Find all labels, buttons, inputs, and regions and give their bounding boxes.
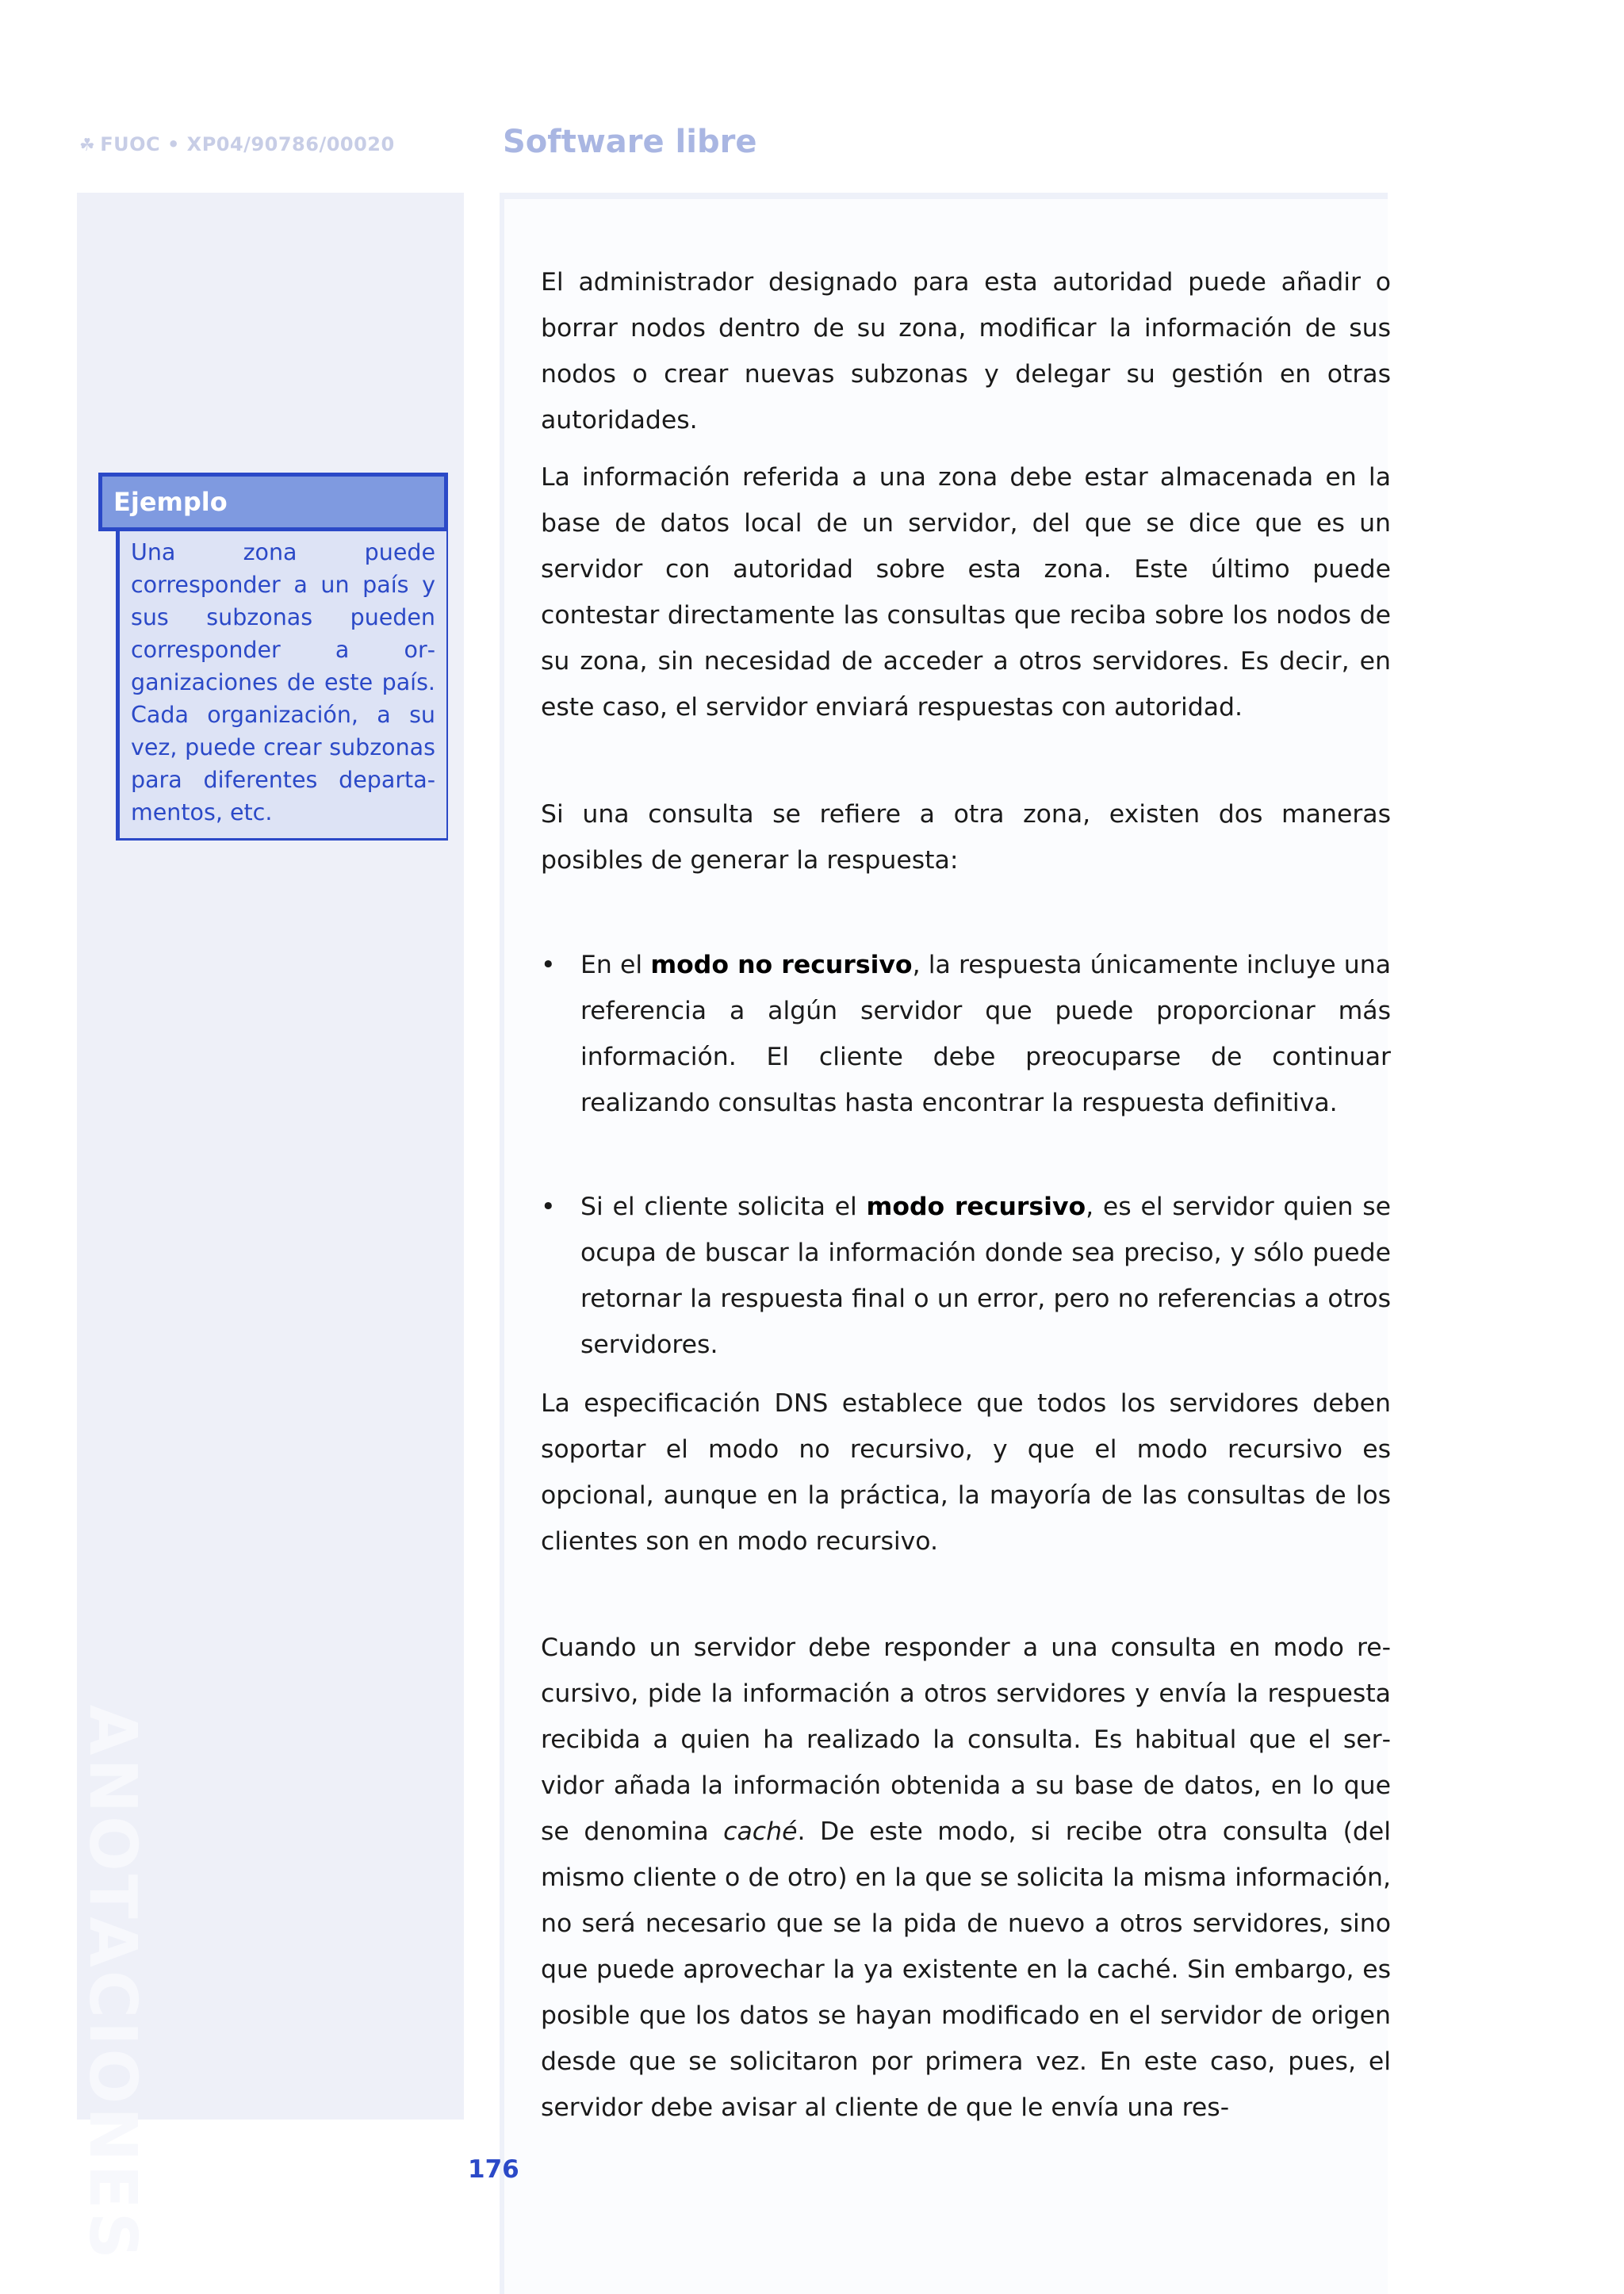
paragraph-2: La información referida a una zona debe estar almacenada en la base de datos local de un servidor, del que se dice que es un servidor con autoridad sobre esta zona. Este último puede contestar directamente las consultas que reciba sobre los nodos de su zona, sin necesidad de acceder a otros servidores. Es decir, en este caso, el servidor enviará respuestas con autoridad.: [541, 463, 1391, 722]
list-item-no-recursive: • En el modo no recursivo, la respuesta únicamente incluye una referencia a algún servidor que puede proporcionar más información. El cliente debe preocuparse de continuar realizando consultas hasta encontrar la respuesta definitiva.: [541, 942, 1391, 1126]
term-cache: caché: [723, 1817, 798, 1846]
example-box: [98, 473, 448, 841]
header-publisher: ☘ FUOC • XP04/90786/00020: [79, 133, 395, 155]
paragraph-4: La especificación DNS establece que todos los servidores deben soportar el modo no recursivo, y que el modo recursivo es opcional, aunque en la práctica, la mayoría de las consultas de los clientes son en modo recursivo.: [541, 1389, 1391, 1556]
bullet-icon: •: [541, 1193, 556, 1221]
bullet-icon: •: [541, 951, 556, 979]
fuoc-logo-icon: ☘: [79, 136, 96, 155]
term-modo-no-recursivo: modo no recursivo: [650, 951, 913, 979]
header-title: Software libre: [503, 124, 757, 160]
page-number: 176: [468, 2155, 519, 2184]
term-modo-recursivo: modo recursivo: [866, 1193, 1086, 1221]
paragraph-5: Cuando un servidor debe responder a una consulta en modo recursivo, pide la información a otros servidores y envía la respuesta recibida a quien ha realizado la consulta. Es habitual que el servidor añada la información obtenida a su base de datos, en lo que se denomina caché. De este modo, si recibe otra consulta (del mismo cliente o de otro) en la que se solicita la misma información, no será necesario que se la pida de nuevo a otros servidores, sino que puede aprovechar la ya existente en la caché. Sin embargo, es posible que los datos se hayan modificado en el servidor de origen desde que se solicitaron por primera vez. En este caso, pues, el servidor debe avisar al cliente de que le envía una res-: [541, 1633, 1391, 2122]
paragraph-1: El administrador designado para esta autoridad puede añadir o borrar nodos dentro de su zona, modificar la información de sus nodos o crear nuevas subzonas y delegar su gestión en otras autoridades.: [541, 268, 1391, 435]
example-heading: Ejemplo: [98, 473, 448, 531]
example-text: Una zona puede corresponder a un país y sus subzonas pueden corresponder a organizaciones de este país. Cada organización, a su vez, puede crear subzonas para diferentes departamentos, etc.: [116, 531, 448, 841]
list-item-recursive: • Si el cliente solicita el modo recursivo, es el servidor quien se ocupa de buscar la información donde sea preciso, y sólo puede retornar la respuesta final o un error, pero no referencias a otros servidores.: [541, 1184, 1391, 1368]
sidebar-watermark: ANOTACIONES: [75, 1705, 150, 2262]
paragraph-3: Si una consulta se refiere a otra zona, existen dos maneras posibles de generar la respuesta:: [541, 800, 1391, 875]
